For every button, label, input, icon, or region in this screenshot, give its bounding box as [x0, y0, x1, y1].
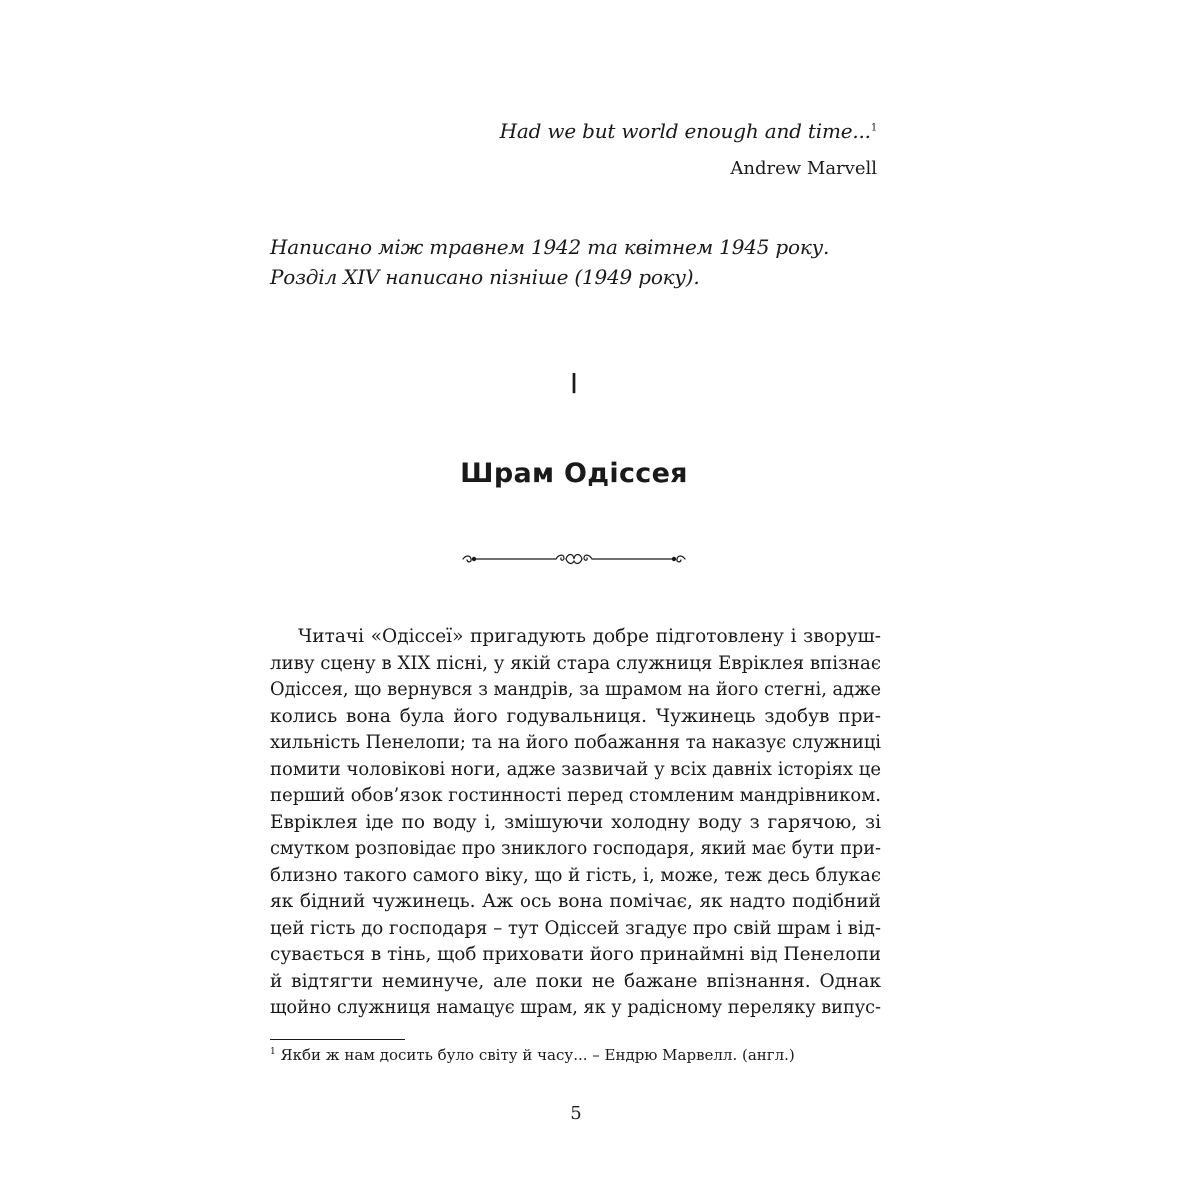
body-line: Одіссея, що вернувся з мандрів, за шрамом на його стегні, адже — [270, 679, 881, 700]
page-number: 5 — [570, 1103, 582, 1124]
epigraph-quote — [500, 116, 877, 146]
footnote-text: Якби ж нам досить було світу й часу... – Ендрю Марвелл. (англ.) — [280, 1046, 795, 1064]
body-line: Читачі «Одіссеї» пригадують добре підготовлену і зворуш- — [298, 626, 881, 647]
epigraph-quote-text: Had we but world enough and time... — [499, 119, 871, 143]
body-line: цей гість до господаря – тут Одіссей згадує про свій шрам і від- — [270, 917, 881, 939]
body-line: Евріклея іде по воду і, змішуючи холодну воду з гарячою, зі — [270, 811, 881, 833]
body-line: хильність Пенелопи; та на його побажання та наказує служниці — [270, 732, 881, 753]
epigraph-footnote-marker: 1 — [870, 122, 877, 134]
chapter-number: I — [569, 367, 579, 400]
ornament-divider-icon — [460, 548, 688, 570]
epigraph — [500, 116, 877, 183]
chapter-title: Шрам Одіссея — [460, 458, 688, 489]
epigraph-author: Andrew Marvell — [730, 158, 877, 179]
footnote — [270, 1044, 795, 1066]
body-line: щойно служниця намацує шрам, як у радісному переляку випус- — [270, 997, 881, 1018]
body-line: ливу сцену в XIX пісні, у якій стара служниця Евріклея впізнає — [270, 652, 881, 674]
body-line: як бідний чужинець. Аж ось вона помічає, як надто подібний — [270, 891, 881, 912]
body-line: помити чоловікові ноги, адже зазвичай у всіх давніх історіях це — [270, 758, 881, 780]
body-line: перший обов’язок гостинності перед стомленим мандрівником. — [270, 785, 881, 806]
footnote-separator — [270, 1039, 405, 1040]
footnote-marker: 1 — [270, 1047, 276, 1057]
body-line: сувається в тінь, щоб приховати його принаймні від Пенелопи — [270, 944, 881, 965]
body-line: близно такого самого віку, що й гість, і, може, теж десь блукає — [270, 864, 881, 886]
body-line: й відтягти неминуче, але поки не бажане впізнання. Однак — [270, 970, 881, 992]
body-paragraph — [270, 624, 881, 1022]
dedication-note — [270, 232, 829, 292]
dedication-line-2: Розділ XIV написано пізніше (1949 року). — [270, 265, 700, 289]
dedication-line-1: Написано між травнем 1942 та квітнем 1945 року. — [270, 235, 830, 259]
body-line: колись вона була його годувальниця. Чужинець здобув при- — [270, 705, 881, 727]
body-line: смутком розповідає про зниклого господаря, який має бути при- — [270, 838, 881, 859]
